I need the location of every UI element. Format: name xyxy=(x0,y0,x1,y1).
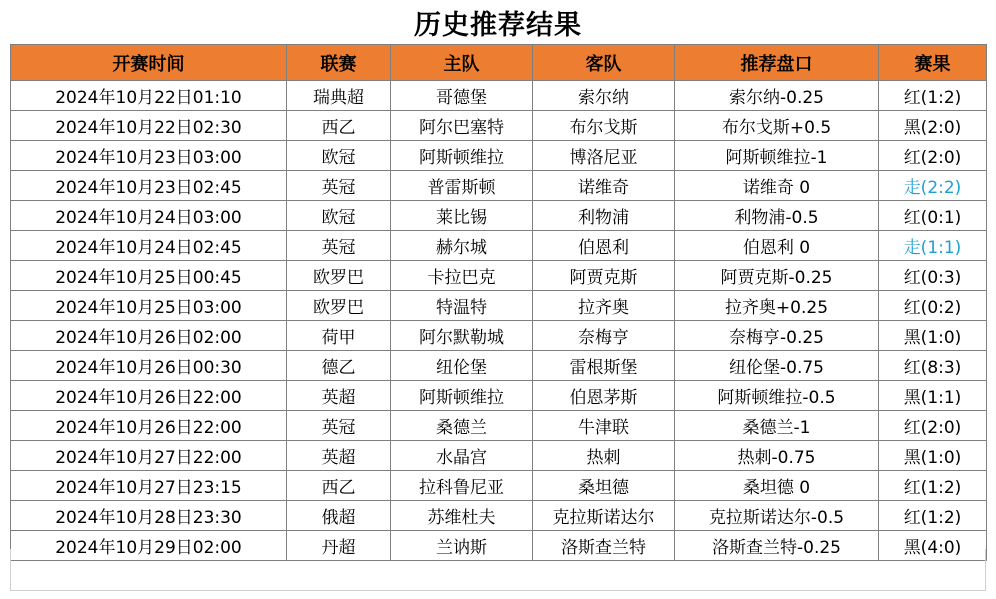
table-row xyxy=(11,171,987,201)
cell-result: 红(2:0) xyxy=(879,141,987,171)
table-row xyxy=(11,141,987,171)
cell-home: 阿尔巴塞特 xyxy=(391,111,533,141)
cell-time: 2024年10月25日00:45 xyxy=(11,261,287,291)
cell-time: 2024年10月29日02:00 xyxy=(11,531,287,561)
cell-handicap: 阿贾克斯-0.25 xyxy=(675,261,879,291)
cell-time: 2024年10月22日02:30 xyxy=(11,111,287,141)
table-row xyxy=(11,351,987,381)
cell-away: 拉齐奥 xyxy=(533,291,675,321)
cell-result: 红(1:2) xyxy=(879,501,987,531)
cell-handicap: 拉齐奥+0.25 xyxy=(675,291,879,321)
cell-handicap: 克拉斯诺达尔-0.5 xyxy=(675,501,879,531)
cell-handicap: 热刺-0.75 xyxy=(675,441,879,471)
cell-result: 红(0:1) xyxy=(879,201,987,231)
cell-time: 2024年10月28日23:30 xyxy=(11,501,287,531)
cell-away: 布尔戈斯 xyxy=(533,111,675,141)
cell-league: 西乙 xyxy=(287,471,391,501)
cell-home: 苏维杜夫 xyxy=(391,501,533,531)
cell-time: 2024年10月22日01:10 xyxy=(11,81,287,111)
table-body xyxy=(11,81,987,561)
cell-time: 2024年10月24日02:45 xyxy=(11,231,287,261)
cell-handicap: 纽伦堡-0.75 xyxy=(675,351,879,381)
table-row xyxy=(11,81,987,111)
cell-away: 克拉斯诺达尔 xyxy=(533,501,675,531)
cell-home: 水晶宫 xyxy=(391,441,533,471)
cell-result: 黑(1:0) xyxy=(879,321,987,351)
cell-league: 德乙 xyxy=(287,351,391,381)
column-header-result: 赛果 xyxy=(879,45,987,81)
cell-handicap: 诺维奇 0 xyxy=(675,171,879,201)
cell-result: 红(8:3) xyxy=(879,351,987,381)
table-row xyxy=(11,291,987,321)
cell-result xyxy=(879,171,987,201)
history-results-table xyxy=(10,44,987,561)
cell-handicap: 索尔纳-0.25 xyxy=(675,81,879,111)
cell-result: 黑(1:0) xyxy=(879,441,987,471)
cell-time: 2024年10月23日03:00 xyxy=(11,141,287,171)
column-header-handicap: 推荐盘口 xyxy=(675,45,879,81)
table-row xyxy=(11,201,987,231)
cell-handicap: 伯恩利 0 xyxy=(675,231,879,261)
cell-home: 莱比锡 xyxy=(391,201,533,231)
cell-result: 黑(2:0) xyxy=(879,111,987,141)
cell-result: 黑(4:0) xyxy=(879,531,987,561)
cell-home: 特温特 xyxy=(391,291,533,321)
cell-league: 瑞典超 xyxy=(287,81,391,111)
cell-away: 索尔纳 xyxy=(533,81,675,111)
cell-handicap: 阿斯顿维拉-0.5 xyxy=(675,381,879,411)
cell-result: 红(0:3) xyxy=(879,261,987,291)
cell-league: 荷甲 xyxy=(287,321,391,351)
cell-home: 卡拉巴克 xyxy=(391,261,533,291)
table-row xyxy=(11,231,987,261)
table-header-row xyxy=(11,45,987,81)
cell-handicap: 桑德兰-1 xyxy=(675,411,879,441)
table-row xyxy=(11,321,987,351)
cell-time: 2024年10月24日03:00 xyxy=(11,201,287,231)
cell-league: 西乙 xyxy=(287,111,391,141)
table-row xyxy=(11,441,987,471)
cell-league: 丹超 xyxy=(287,531,391,561)
cell-result: 红(2:0) xyxy=(879,411,987,441)
cell-time: 2024年10月27日23:15 xyxy=(11,471,287,501)
cell-handicap: 洛斯查兰特-0.25 xyxy=(675,531,879,561)
cell-league: 欧罗巴 xyxy=(287,291,391,321)
cell-time: 2024年10月26日22:00 xyxy=(11,381,287,411)
cell-league: 俄超 xyxy=(287,501,391,531)
cell-away: 博洛尼亚 xyxy=(533,141,675,171)
cell-home: 阿斯顿维拉 xyxy=(391,141,533,171)
table-header xyxy=(11,45,987,81)
cell-handicap: 利物浦-0.5 xyxy=(675,201,879,231)
table-row xyxy=(11,111,987,141)
result-mark: 走(1:1) xyxy=(903,238,962,258)
cell-home: 阿斯顿维拉 xyxy=(391,381,533,411)
cell-time: 2024年10月26日02:00 xyxy=(11,321,287,351)
cell-home: 哥德堡 xyxy=(391,81,533,111)
cell-handicap: 奈梅亨-0.25 xyxy=(675,321,879,351)
cell-handicap: 桑坦德 0 xyxy=(675,471,879,501)
cell-home: 赫尔城 xyxy=(391,231,533,261)
cell-league: 英超 xyxy=(287,381,391,411)
cell-result: 红(0:2) xyxy=(879,291,987,321)
cell-result: 红(1:2) xyxy=(879,81,987,111)
cell-league: 欧罗巴 xyxy=(287,261,391,291)
cell-handicap: 阿斯顿维拉-1 xyxy=(675,141,879,171)
cell-away: 热刺 xyxy=(533,441,675,471)
table-row xyxy=(11,411,987,441)
cell-home: 桑德兰 xyxy=(391,411,533,441)
cell-result: 黑(1:1) xyxy=(879,381,987,411)
cell-handicap: 布尔戈斯+0.5 xyxy=(675,111,879,141)
cell-away: 洛斯查兰特 xyxy=(533,531,675,561)
table-row xyxy=(11,381,987,411)
cell-time: 2024年10月27日22:00 xyxy=(11,441,287,471)
cell-home: 普雷斯顿 xyxy=(391,171,533,201)
cell-home: 拉科鲁尼亚 xyxy=(391,471,533,501)
column-header-time: 开赛时间 xyxy=(11,45,287,81)
cell-time: 2024年10月26日22:00 xyxy=(11,411,287,441)
cell-away: 伯恩利 xyxy=(533,231,675,261)
cell-home: 阿尔默勒城 xyxy=(391,321,533,351)
empty-rows-area xyxy=(10,549,986,591)
cell-league: 英冠 xyxy=(287,231,391,261)
cell-league: 欧冠 xyxy=(287,201,391,231)
column-header-home: 主队 xyxy=(391,45,533,81)
cell-home: 兰讷斯 xyxy=(391,531,533,561)
cell-league: 欧冠 xyxy=(287,141,391,171)
cell-away: 利物浦 xyxy=(533,201,675,231)
cell-league: 英超 xyxy=(287,441,391,471)
cell-away: 雷根斯堡 xyxy=(533,351,675,381)
cell-time: 2024年10月25日03:00 xyxy=(11,291,287,321)
cell-time: 2024年10月23日02:45 xyxy=(11,171,287,201)
table-row xyxy=(11,261,987,291)
cell-away: 牛津联 xyxy=(533,411,675,441)
cell-away: 阿贾克斯 xyxy=(533,261,675,291)
cell-result: 红(1:2) xyxy=(879,471,987,501)
cell-time: 2024年10月26日00:30 xyxy=(11,351,287,381)
title-row xyxy=(0,0,996,44)
table-row xyxy=(11,471,987,501)
cell-league: 英冠 xyxy=(287,411,391,441)
column-header-league: 联赛 xyxy=(287,45,391,81)
result-mark: 走(2:2) xyxy=(903,178,962,198)
cell-away: 奈梅亨 xyxy=(533,321,675,351)
cell-away: 桑坦德 xyxy=(533,471,675,501)
page-title: 历史推荐结果 xyxy=(414,9,582,41)
cell-league: 英冠 xyxy=(287,171,391,201)
column-header-away: 客队 xyxy=(533,45,675,81)
cell-home: 纽伦堡 xyxy=(391,351,533,381)
table-row xyxy=(11,501,987,531)
cell-result xyxy=(879,231,987,261)
cell-away: 伯恩茅斯 xyxy=(533,381,675,411)
cell-away: 诺维奇 xyxy=(533,171,675,201)
